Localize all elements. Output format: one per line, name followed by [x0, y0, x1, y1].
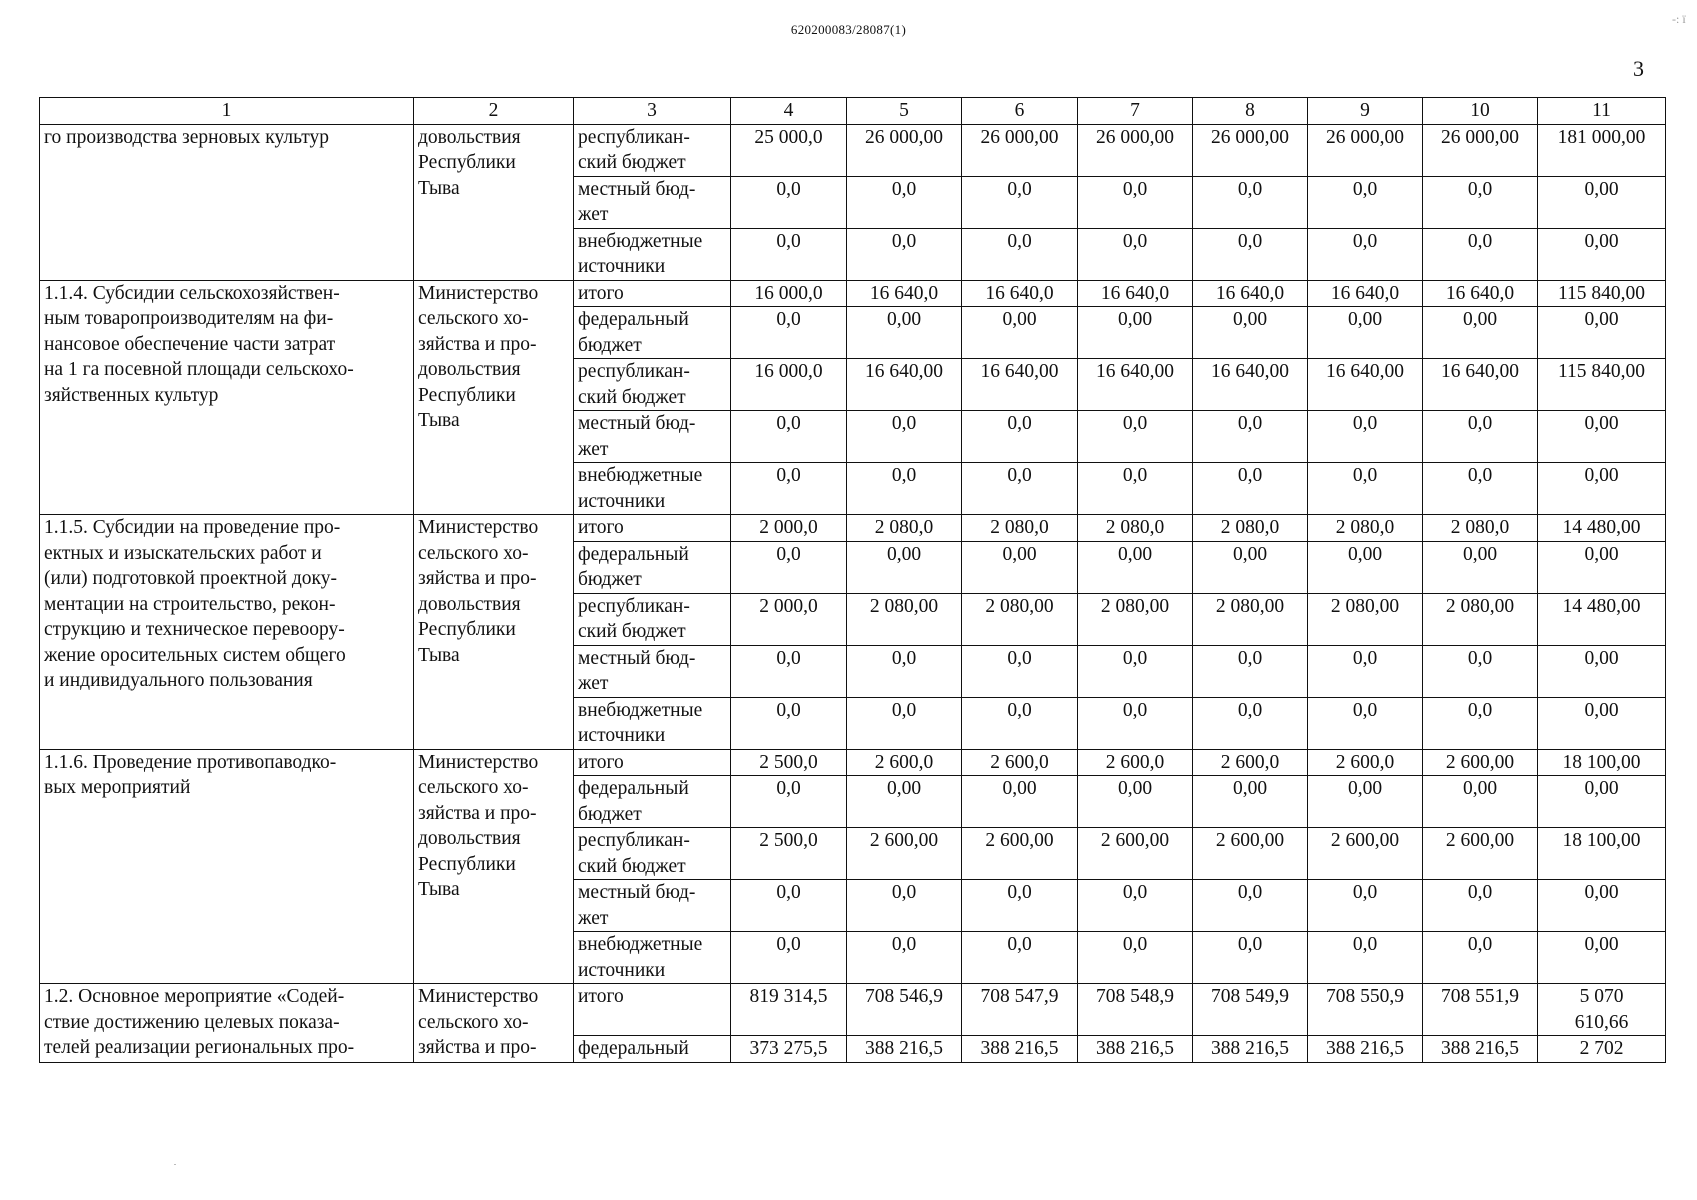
table-row [40, 280, 1666, 307]
year-value-cell: 0,0 [962, 645, 1078, 697]
funding-source-cell: федеральный бюджет [574, 541, 731, 593]
year-value-cell: 16 640,00 [1308, 359, 1423, 411]
year-value-cell: 0,00 [1308, 307, 1423, 359]
year-value-cell: 0,0 [731, 176, 847, 228]
year-value-cell: 0,0 [847, 411, 962, 463]
funding-source-cell: федеральный [574, 1036, 731, 1063]
column-number-cell: 9 [1308, 98, 1423, 125]
year-value-cell: 388 216,5 [1078, 1036, 1193, 1063]
year-value-cell: 0,0 [731, 463, 847, 515]
year-value-cell: 0,0 [1308, 411, 1423, 463]
year-value-cell: 708 548,9 [1078, 984, 1193, 1036]
total-value-cell: 0,00 [1538, 932, 1666, 984]
year-value-cell: 0,0 [1423, 228, 1538, 280]
funding-source-cell: местный бюд- жет [574, 645, 731, 697]
total-value-cell: 0,00 [1538, 645, 1666, 697]
year-value-cell: 0,0 [1078, 880, 1193, 932]
funding-source-cell: республикан- ский бюджет [574, 359, 731, 411]
year-value-cell: 373 275,5 [731, 1036, 847, 1063]
total-value-cell: 18 100,00 [1538, 828, 1666, 880]
column-number-cell: 6 [962, 98, 1078, 125]
year-value-cell: 0,00 [962, 776, 1078, 828]
year-value-cell: 0,00 [1423, 541, 1538, 593]
year-value-cell: 0,0 [847, 463, 962, 515]
year-value-cell: 2 500,0 [731, 749, 847, 776]
year-value-cell: 0,0 [1193, 880, 1308, 932]
year-value-cell: 0,00 [1308, 776, 1423, 828]
year-value-cell: 2 080,00 [1193, 593, 1308, 645]
year-value-cell: 0,0 [962, 411, 1078, 463]
year-value-cell: 16 640,00 [1193, 359, 1308, 411]
year-value-cell: 0,00 [847, 307, 962, 359]
year-value-cell: 819 314,5 [731, 984, 847, 1036]
year-value-cell: 0,00 [962, 541, 1078, 593]
total-value-cell: 0,00 [1538, 776, 1666, 828]
year-value-cell: 2 600,0 [1308, 749, 1423, 776]
year-value-cell: 2 080,0 [1078, 515, 1193, 542]
executor-cell: Министерство сельского хо- зяйства и про- довольствия Республики Тыва [414, 515, 574, 750]
year-value-cell: 2 600,00 [847, 828, 962, 880]
year-value-cell: 0,00 [962, 307, 1078, 359]
year-value-cell: 26 000,00 [1308, 124, 1423, 176]
column-number-cell: 8 [1193, 98, 1308, 125]
measure-name-cell: 1.1.6. Проведение противопаводко- вых мероприятий [40, 749, 414, 984]
year-value-cell: 388 216,5 [1423, 1036, 1538, 1063]
year-value-cell: 2 600,0 [1078, 749, 1193, 776]
year-value-cell: 0,0 [962, 228, 1078, 280]
year-value-cell: 16 640,0 [1193, 280, 1308, 307]
year-value-cell: 0,0 [1308, 645, 1423, 697]
year-value-cell: 16 640,00 [847, 359, 962, 411]
year-value-cell: 2 080,00 [962, 593, 1078, 645]
funding-source-cell: итого [574, 515, 731, 542]
year-value-cell: 0,0 [1193, 932, 1308, 984]
year-value-cell: 2 080,00 [1078, 593, 1193, 645]
year-value-cell: 0,0 [847, 697, 962, 749]
year-value-cell: 0,0 [847, 228, 962, 280]
year-value-cell: 0,0 [1078, 697, 1193, 749]
year-value-cell: 2 600,00 [962, 828, 1078, 880]
year-value-cell: 26 000,00 [847, 124, 962, 176]
column-number-cell: 4 [731, 98, 847, 125]
year-value-cell: 2 080,00 [1308, 593, 1423, 645]
year-value-cell: 0,0 [731, 307, 847, 359]
year-value-cell: 0,0 [731, 411, 847, 463]
year-value-cell: 2 600,0 [847, 749, 962, 776]
measure-name-cell: го производства зерновых культур [40, 124, 414, 280]
year-value-cell: 0,0 [731, 228, 847, 280]
funding-source-cell: внебюджетные источники [574, 228, 731, 280]
total-value-cell: 0,00 [1538, 176, 1666, 228]
column-number-cell: 2 [414, 98, 574, 125]
funding-source-cell: федеральный бюджет [574, 776, 731, 828]
year-value-cell: 16 640,0 [1078, 280, 1193, 307]
year-value-cell: 0,0 [1193, 645, 1308, 697]
measure-name-cell: 1.1.5. Субсидии на проведение про- ектных и изыскательских работ и (или) подготовкой проектной доку- ментации на строительство, рекон- струкцию и техническое перевоору- жение оросительных систем общего и индивидуального пользования [40, 515, 414, 750]
funding-source-cell: местный бюд- жет [574, 176, 731, 228]
table-row [40, 749, 1666, 776]
year-value-cell: 2 080,00 [1423, 593, 1538, 645]
year-value-cell: 0,0 [1308, 697, 1423, 749]
column-number-cell: 10 [1423, 98, 1538, 125]
year-value-cell: 0,0 [1193, 176, 1308, 228]
year-value-cell: 2 080,0 [1423, 515, 1538, 542]
column-number-cell: 11 [1538, 98, 1666, 125]
total-value-cell: 5 070 610,66 [1538, 984, 1666, 1036]
year-value-cell: 0,0 [1078, 176, 1193, 228]
year-value-cell: 16 640,0 [1308, 280, 1423, 307]
year-value-cell: 2 600,0 [962, 749, 1078, 776]
year-value-cell: 2 600,00 [1423, 749, 1538, 776]
total-value-cell: 115 840,00 [1538, 280, 1666, 307]
total-value-cell: 0,00 [1538, 697, 1666, 749]
funding-source-cell: местный бюд- жет [574, 411, 731, 463]
year-value-cell: 0,0 [1078, 411, 1193, 463]
funding-source-cell: местный бюд- жет [574, 880, 731, 932]
year-value-cell: 0,0 [847, 176, 962, 228]
year-value-cell: 0,0 [847, 880, 962, 932]
total-value-cell: 0,00 [1538, 463, 1666, 515]
year-value-cell: 2 080,0 [962, 515, 1078, 542]
executor-cell: Министерство сельского хо- зяйства и про- [414, 984, 574, 1063]
year-value-cell: 2 600,0 [1193, 749, 1308, 776]
year-value-cell: 0,00 [1078, 307, 1193, 359]
year-value-cell: 0,0 [1078, 932, 1193, 984]
year-value-cell: 16 640,0 [1423, 280, 1538, 307]
table-row [40, 984, 1666, 1036]
year-value-cell: 0,0 [731, 880, 847, 932]
year-value-cell: 0,00 [1423, 307, 1538, 359]
year-value-cell: 26 000,00 [1423, 124, 1538, 176]
year-value-cell: 2 000,0 [731, 593, 847, 645]
total-value-cell: 0,00 [1538, 228, 1666, 280]
measure-name-cell: 1.1.4. Субсидии сельскохозяйствен- ным товаропроизводителям на фи- нансовое обеспечение части затрат на 1 га посевной площади сельскохо- зяйственных культур [40, 280, 414, 515]
year-value-cell: 26 000,00 [1193, 124, 1308, 176]
year-value-cell: 388 216,5 [962, 1036, 1078, 1063]
year-value-cell: 2 500,0 [731, 828, 847, 880]
year-value-cell: 0,00 [847, 541, 962, 593]
year-value-cell: 0,0 [1193, 697, 1308, 749]
year-value-cell: 2 080,0 [1308, 515, 1423, 542]
year-value-cell: 16 640,00 [962, 359, 1078, 411]
year-value-cell: 0,0 [1423, 880, 1538, 932]
total-value-cell: 115 840,00 [1538, 359, 1666, 411]
funding-source-cell: итого [574, 280, 731, 307]
year-value-cell: 0,00 [1308, 541, 1423, 593]
year-value-cell: 25 000,0 [731, 124, 847, 176]
year-value-cell: 0,0 [1308, 932, 1423, 984]
year-value-cell: 708 547,9 [962, 984, 1078, 1036]
scan-speck [174, 1164, 176, 1165]
year-value-cell: 0,0 [847, 932, 962, 984]
total-value-cell: 0,00 [1538, 411, 1666, 463]
year-value-cell: 0,00 [1193, 776, 1308, 828]
funding-source-cell: федеральный бюджет [574, 307, 731, 359]
year-value-cell: 0,0 [1423, 411, 1538, 463]
funding-source-cell: внебюджетные источники [574, 463, 731, 515]
year-value-cell: 0,0 [1308, 228, 1423, 280]
year-value-cell: 2 600,00 [1308, 828, 1423, 880]
total-value-cell: 18 100,00 [1538, 749, 1666, 776]
year-value-cell: 0,0 [731, 776, 847, 828]
page-number: 3 [1633, 56, 1644, 81]
year-value-cell: 0,0 [962, 176, 1078, 228]
year-value-cell: 388 216,5 [1308, 1036, 1423, 1063]
year-value-cell: 0,00 [1423, 776, 1538, 828]
year-value-cell: 2 600,00 [1193, 828, 1308, 880]
year-value-cell: 708 546,9 [847, 984, 962, 1036]
year-value-cell: 0,0 [1423, 932, 1538, 984]
year-value-cell: 16 640,0 [847, 280, 962, 307]
year-value-cell: 708 551,9 [1423, 984, 1538, 1036]
year-value-cell: 0,0 [1193, 411, 1308, 463]
year-value-cell: 26 000,00 [1078, 124, 1193, 176]
corner-mark: -: ї [1672, 12, 1686, 26]
year-value-cell: 0,00 [1078, 776, 1193, 828]
funding-source-cell: итого [574, 749, 731, 776]
total-value-cell: 0,00 [1538, 880, 1666, 932]
year-value-cell: 0,0 [731, 697, 847, 749]
year-value-cell: 16 640,00 [1078, 359, 1193, 411]
funding-source-cell: внебюджетные источники [574, 932, 731, 984]
year-value-cell: 0,0 [1423, 176, 1538, 228]
column-number-cell: 1 [40, 98, 414, 125]
year-value-cell: 2 080,0 [847, 515, 962, 542]
year-value-cell: 0,0 [847, 645, 962, 697]
year-value-cell: 2 600,00 [1423, 828, 1538, 880]
year-value-cell: 388 216,5 [1193, 1036, 1308, 1063]
year-value-cell: 0,0 [962, 880, 1078, 932]
total-value-cell: 14 480,00 [1538, 515, 1666, 542]
year-value-cell: 708 549,9 [1193, 984, 1308, 1036]
year-value-cell: 0,0 [731, 645, 847, 697]
year-value-cell: 0,0 [1078, 228, 1193, 280]
year-value-cell: 0,0 [731, 541, 847, 593]
executor-cell: Министерство сельского хо- зяйства и про- довольствия Республики Тыва [414, 280, 574, 515]
funding-source-cell: итого [574, 984, 731, 1036]
year-value-cell: 0,0 [962, 697, 1078, 749]
funding-source-cell: республикан- ский бюджет [574, 828, 731, 880]
total-value-cell: 14 480,00 [1538, 593, 1666, 645]
year-value-cell: 16 640,0 [962, 280, 1078, 307]
year-value-cell: 2 000,0 [731, 515, 847, 542]
year-value-cell: 0,00 [847, 776, 962, 828]
executor-cell: Министерство сельского хо- зяйства и про- довольствия Республики Тыва [414, 749, 574, 984]
executor-cell: довольствия Республики Тыва [414, 124, 574, 280]
table-row [40, 515, 1666, 542]
year-value-cell: 2 080,0 [1193, 515, 1308, 542]
column-number-cell: 3 [574, 98, 731, 125]
year-value-cell: 0,0 [1078, 645, 1193, 697]
year-value-cell: 2 080,00 [847, 593, 962, 645]
year-value-cell: 0,0 [1423, 645, 1538, 697]
total-value-cell: 2 702 [1538, 1036, 1666, 1063]
year-value-cell: 0,0 [962, 932, 1078, 984]
year-value-cell: 26 000,00 [962, 124, 1078, 176]
column-number-row [40, 98, 1666, 125]
year-value-cell: 0,0 [962, 463, 1078, 515]
budget-table [39, 97, 1666, 1063]
year-value-cell: 0,00 [1078, 541, 1193, 593]
column-number-cell: 7 [1078, 98, 1193, 125]
funding-source-cell: республикан- ский бюджет [574, 124, 731, 176]
year-value-cell: 16 000,0 [731, 280, 847, 307]
year-value-cell: 0,0 [1423, 463, 1538, 515]
year-value-cell: 16 640,00 [1423, 359, 1538, 411]
measure-name-cell: 1.2. Основное мероприятие «Содей- ствие достижению целевых показа- телей реализации региональных про- [40, 984, 414, 1063]
year-value-cell: 0,0 [1193, 463, 1308, 515]
year-value-cell: 0,0 [1308, 176, 1423, 228]
total-value-cell: 0,00 [1538, 307, 1666, 359]
year-value-cell: 0,0 [731, 932, 847, 984]
year-value-cell: 0,0 [1423, 697, 1538, 749]
year-value-cell: 0,00 [1193, 307, 1308, 359]
year-value-cell: 0,0 [1308, 463, 1423, 515]
funding-source-cell: республикан- ский бюджет [574, 593, 731, 645]
year-value-cell: 2 600,00 [1078, 828, 1193, 880]
total-value-cell: 181 000,00 [1538, 124, 1666, 176]
year-value-cell: 16 000,0 [731, 359, 847, 411]
year-value-cell: 0,0 [1078, 463, 1193, 515]
year-value-cell: 388 216,5 [847, 1036, 962, 1063]
total-value-cell: 0,00 [1538, 541, 1666, 593]
document-code: 620200083/28087(1) [790, 22, 907, 37]
year-value-cell: 0,0 [1308, 880, 1423, 932]
funding-source-cell: внебюджетные источники [574, 697, 731, 749]
year-value-cell: 708 550,9 [1308, 984, 1423, 1036]
year-value-cell: 0,00 [1193, 541, 1308, 593]
year-value-cell: 0,0 [1193, 228, 1308, 280]
column-number-cell: 5 [847, 98, 962, 125]
table-row [40, 124, 1666, 176]
